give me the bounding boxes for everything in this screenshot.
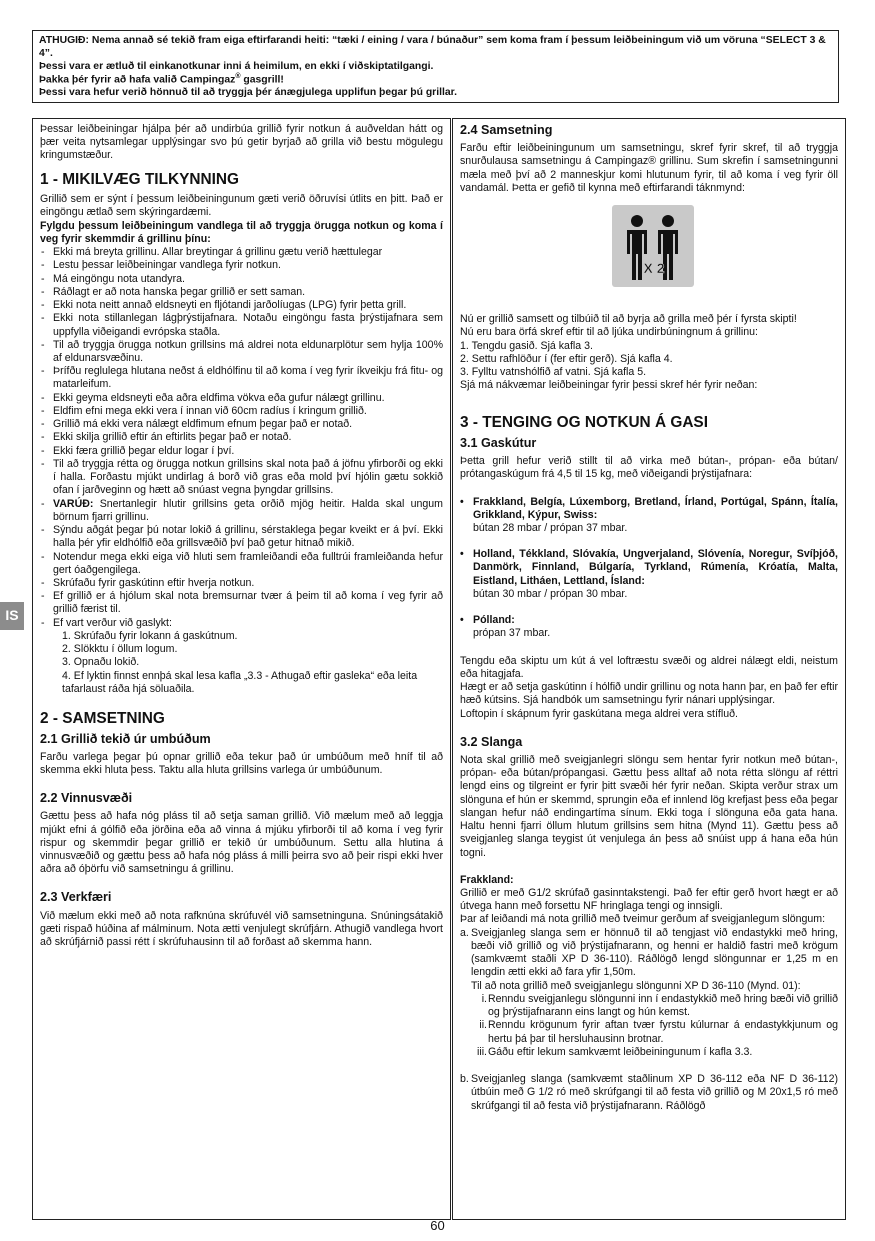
after-icon-line: Nú eru bara örfá skref eftir til að ljúka undirbúningnum á grillinu: (460, 326, 758, 339)
s1-paragraph-1: Grillið sem er sýnt í þessum leiðbeiningunum gæti verið öðruvísi útlits en þitt. Það er eingöngu ætlað sem skýringardæmi. (40, 193, 443, 219)
section-3-1-title: 3.1 Gaskútur (460, 435, 537, 450)
hose-option-b: b. Sveigjanleg slanga (samkvæmt staðlinum XP D 36-112 eða NF D 36-112) útbúin með G 1/2 ró með skrúfgangi til að festa við grillið og M 20x1,5 ró með skrúfgangi til að festa við þrýstijafnarann. Ráðlögð (460, 1073, 838, 1112)
intro-text: Þessar leiðbeiningar hjálpa þér að undirbúa grillið fyrir notkun á auðveldan hátt og þær veita nytsamlegar upplýsingar svo þú getir byrjað að grilla við bestu mögulegu kringumstæður. (40, 123, 443, 162)
after-icon-line: 1. Tengdu gasið. Sjá kafla 3. (460, 339, 593, 352)
section-3-title: 3 - TENGING OG NOTKUN Á GASI (460, 414, 708, 432)
s31-after-line: Hægt er að setja gaskútinn í hólfið undir grillinu og nota hann þar, en það fer eftir hæð kútsins. Sjá handbók um samsetningu fyrir nánari upplýsingar. (460, 681, 838, 707)
s31-after-line: Tengdu eða skiptu um kút á vel loftræstu svæði og aldrei nálægt eldi, neistum eða hitagjafa. (460, 654, 838, 680)
list-item: - Lestu þessar leiðbeiningar vandlega fyrir notkun. (40, 259, 443, 272)
france-text-2: Þar af leiðandi má nota grillið með tveimur gerðum af sveigjanlegum slöngum: (460, 913, 826, 926)
caution-item: - VARÚÐ: Snertanlegir hlutir grillsins geta orðið mjög heitir. Halda skal ungum börnum fjarri grillinu. (40, 498, 443, 524)
s24-text: Farðu eftir leiðbeiningunum um samsetningu, skref fyrir skref, til að tryggja snurðulausa samsetningu á Campingaz® grillinu. Sum skrefin í samsetningunni mæla með því að 2 manneskjur komi hlutunum fyrir, til að koma í veg fyrir öll vandamál. Þetta er gefið til kynna með eftirfarandi táknmynd: (460, 142, 838, 194)
list-item: - Ekki nota stillanlegan lágþrýstijafnara. Notaðu eingöngu fasta þrýstijafnara sem uppfylla viðeigandi evrópska staðla. (40, 312, 443, 338)
right-column (452, 118, 846, 1220)
list-item: - Má eingöngu nota utandyra. (40, 273, 443, 286)
section-3-2-title: 3.2 Slanga (460, 734, 523, 749)
list-item: - Notendur mega ekki eiga við hluti sem framleiðandi eða fulltrúi framleiðanda hefur gert óaðgengilega. (40, 551, 443, 577)
step-item: 4. Ef lyktin finnst ennþá skal lesa kafla „3.3 - Athugað eftir gasleka“ eða leita tafarlaust ráða hjá söluaðila. (62, 669, 418, 695)
list-item: - Ef vart verður við gaslykt: (40, 617, 443, 630)
list-item: - Ekki nota neitt annað eldsneyti en fljótandi jarðolíugas (LPG) fyrir þetta grill. (40, 299, 443, 312)
s23-text: Við mælum ekki með að nota rafknúna skrúfuvél við samsetninguna. Snúningsátakið gæti rispað húðina af málminum. Nota ætti venjulegt skrúfjárn. Athugið vandlega hvort að skrúfjárnið passi rétt í skrúfuhausinn til að forðast að skemma hann. (40, 909, 443, 949)
after-icon-line: Nú er grillið samsett og tilbúið til að byrja að grilla með þér í fyrsta skipti! (460, 313, 797, 326)
list-item: - Til að tryggja örugga notkun grillsins má aldrei nota eldunarplötur sem hylja 100% af eldunarsvæðinu. (40, 339, 443, 365)
warning-line-1: ATHUGIÐ: Nema annað sé tekið fram eiga eftirfarandi heiti: “tæki / eining / vara / búnaður” sem koma fram í þessum leiðbeiningum við um vöruna “SELECT 3 & 4”. (39, 35, 826, 59)
roman-step: i. Renndu sveigjanlegu slöngunni inn í endastykkið með hring bæði við grillið og þrýstijafnarann eins langt og hún kemst. (481, 992, 838, 1019)
page-number: 60 (430, 1218, 445, 1233)
warning-line-2: Þessi vara er ætluð til einkanotkunar inni á heimilum, en ekki í viðskiptatilgangi. (39, 61, 434, 72)
s32-text: Nota skal grillið með sveigjanlegri slöngu sem hentar fyrir notkun með bútan-, própan- eða bútan/própangasi. Gættu þess alltaf að nota rétta slöngu af réttri lengd eins og tilgreint er fyrir þitt svæði hér fyrir neðan. Skipta verður strax um slönguna ef hún er skemmd, sprungin eða ef innlend lög krefjast þess eða þegar slangan hefur náð endingartíma sínum. Ekki toga í slönguna eða gata hana. Haltu henni fjarri öllum hlutum grillsins sem hitna (Mynd 11). Gættu þess að sveigjanleg slanga teygist út venjulega án þess að snúist upp á hana eða hún togni. (460, 753, 838, 859)
section-2-2-title: 2.2 Vinnusvæði (40, 791, 133, 806)
country-group: • Holland, Tékkland, Slóvakía, Ungverjaland, Slóvenía, Noregur, Svíþjóð, Danmörk, Finnland, Búlgaría, Tyrkland, Rúmenía, Króatía, Malta, Eistland, Litháen, Lettland, Ísland: (460, 548, 838, 588)
list-item: - Þrífðu reglulega hlutana neðst á eldhólfinu til að koma í veg fyrir íkveikju frá fitu- og matarleifum. (40, 365, 443, 391)
country-pressure: bútan 28 mbar / própan 37 mbar. (473, 521, 628, 534)
s21-text: Farðu varlega þegar þú opnar grillið eða tekur það úr umbúðum með hníf til að skemma ekki hluta þess. Taktu alla hluta grillsins varlega úr umbúðunum. (40, 750, 443, 776)
country-pressure: própan 37 mbar. (473, 627, 551, 640)
step-item: 1. Skrúfaðu fyrir lokann á gaskútnum. (62, 629, 238, 642)
list-item: - Til að tryggja rétta og örugga notkun grillsins skal nota það á jöfnu yfirborði og ekki í halla. Forðastu mjúkt undirlag á borð við gras eða mold því hjólin gætu sokkið ofan í jarðveginn og hætt að snúast vegna þyngdar grillsins. (40, 458, 443, 498)
country-pressure: bútan 30 mbar / própan 30 mbar. (473, 587, 628, 600)
list-item: - Ráðlagt er að nota hanska þegar grillið er sett saman. (40, 286, 443, 299)
warning-box (32, 30, 839, 103)
section-2-3-title: 2.3 Verkfæri (40, 890, 112, 905)
list-item: - Ef grillið er á hjólum skal nota bremsurnar tvær á þeim til að koma í veg fyrir að grillið færist til. (40, 590, 443, 616)
icon-label: X 2 (643, 260, 665, 277)
france-text: Grillið er með G1/2 skrúfað gasinntakstengi. Það fer eftir gerð hvort hægt er að útvega hann með forsettu NF hringlaga tengi og innsigli. (460, 887, 838, 913)
s31-text: Þetta grill hefur verið stillt til að virka með bútan-, própan- eða bútan/ prótangaskúgum frá 4,5 til 15 kg, með viðeigandi þrýstijafnara: (460, 455, 838, 481)
country-group: • Pólland: (460, 614, 838, 627)
list-item: - Eldfim efni mega ekki vera í innan við 60cm radíus í kringum grillið. (40, 405, 443, 418)
list-item: - Sýndu aðgát þegar þú notar lokið á grillinu, sérstaklega þegar kveikt er á því. Ekki halla þér yfir eldhólfið eða grillsvæðið því það getur hitnað mikið. (40, 524, 443, 550)
france-title: Frakkland: (460, 873, 514, 886)
after-icon-line: 3. Fylltu vatnshólfið af vatni. Sjá kafla 5. (460, 365, 647, 378)
left-column (32, 118, 451, 1220)
after-icon-line: 2. Settu rafhlöður í (fer eftir gerð). Sjá kafla 4. (460, 352, 673, 365)
hose-option-a: a. Sveigjanleg slanga sem er hönnuð til að tengjast við endastykki með hring, bæði við grillið og við þrýstijafnarann, og henni er haldið fastri með krögum (samkvæmt staðli XP D 36-110). Ráðlögð lengd slöngunnar er 1,25 m en lengdin ætti ekki að fara yfir 1,50m. (460, 926, 838, 979)
list-item: - Ekki má breyta grillinu. Allar breytingar á grillinu gætu verið hættulegar (40, 246, 443, 259)
s31-after-line: Loftopin í skápnum fyrir gaskútana mega aldrei vera stífluð. (460, 707, 738, 720)
list-item: - Ekki færa grillið þegar eldur logar í því. (40, 445, 443, 458)
list-item: - Ekki geyma eldsneyti eða aðra eldfima vökva eða gufur nálægt grillinu. (40, 392, 443, 405)
two-people-icon (612, 205, 694, 287)
section-2-title: 2 - SAMSETNING (40, 710, 165, 728)
two-people-icon-graphic (612, 205, 694, 287)
roman-step: iii. Gáðu eftir lekum samkvæmt leiðbeiningunum í kafla 3.3. (476, 1045, 753, 1058)
section-2-4-title: 2.4 Samsetning (460, 123, 553, 137)
s22-text: Gættu þess að hafa nóg pláss til að setja saman grillið. Við mælum með að leggja mjúkt efni á gólfið eða jörðina eða að vinna á mjúku yfirborði til að koma í veg fyrir rispur og skemmdir þegar grillið er tekið úr umbúðunum. Settu alla hlutina á vinnusvæðið og gættu þess að hafa nóg pláss á milli þeirra svo að þeir rispi ekki hver aðra að óþörfu við samsetningu á grillinu. (40, 810, 443, 876)
list-item: - Skrúfaðu fyrir gaskútinn eftir hverja notkun. (40, 577, 443, 590)
safety-list (40, 246, 443, 630)
warning-line-3: Þakka þér fyrir að hafa valið Campingaz® gasgrill! (39, 73, 284, 86)
language-tab: IS (0, 602, 24, 630)
hose-option-a-usage: Til að nota grillið með sveigjanlegu slöngunni XP D 36-110 (Mynd. 01): (471, 979, 801, 992)
roman-step: ii. Renndu krögunum fyrir aftan tvær fyrstu kúlurnar á endastykkjunum og hertu þá þar til hersluhausinn brotnar. (479, 1019, 838, 1045)
country-group: • Frakkland, Belgía, Lúxemborg, Bretland, Írland, Portúgal, Spánn, Ítalía, Grikkland, Kýpur, Swiss: (460, 496, 838, 522)
after-icon-line: Sjá má nákvæmar leiðbeiningar fyrir þessi skref hér fyrir neðan: (460, 379, 758, 392)
warning-line-4: Þessi vara hefur verið hönnuð til að tryggja þér ánægjulega upplifun þegar þú grillar. (39, 87, 458, 99)
gas-smell-steps (40, 630, 443, 696)
section-2-1-title: 2.1 Grillið tekið úr umbúðum (40, 731, 211, 746)
list-item: - Grillið má ekki vera nálægt eldfimum efnum þegar það er notað. (40, 418, 443, 431)
step-item: 2. Slökktu í öllum logum. (62, 643, 178, 656)
s1-paragraph-2: Fylgdu þessum leiðbeiningum vandlega til að tryggja örugga notkun og koma í veg fyrir skemmdir á grillinu þínu: (40, 219, 443, 245)
section-1-title: 1 - MIKILVÆG TILKYNNING (40, 170, 239, 188)
step-item: 3. Opnaðu lokið. (62, 656, 140, 669)
list-item: - Ekki skilja grillið eftir án eftirlits þegar það er notað. (40, 431, 443, 444)
